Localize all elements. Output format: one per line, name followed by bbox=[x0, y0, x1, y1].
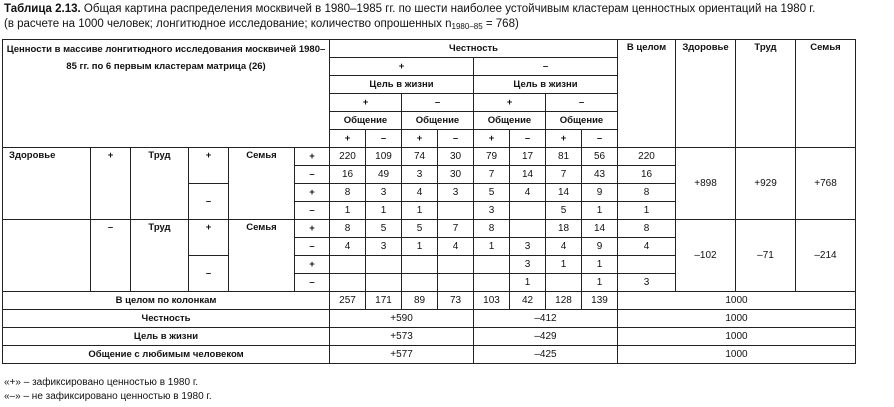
row-health-label: Здоровье bbox=[3, 148, 91, 220]
cell: 1 bbox=[366, 202, 402, 220]
row-family-label: Семья bbox=[229, 148, 295, 220]
cell: 14 bbox=[510, 166, 546, 184]
table-row bbox=[3, 148, 856, 166]
cell: 4 bbox=[402, 184, 438, 202]
cell: 8 bbox=[330, 220, 366, 238]
comm-header-3: Общение bbox=[474, 112, 546, 130]
comm-minus-1: – bbox=[366, 130, 402, 148]
cell: 3 bbox=[366, 238, 402, 256]
goal-minus-2: – bbox=[546, 94, 618, 112]
cell: 1000 bbox=[618, 328, 856, 346]
family-sign: – bbox=[295, 202, 330, 220]
cell: 4 bbox=[510, 184, 546, 202]
honesty-minus: – bbox=[474, 58, 618, 76]
cell: 128 bbox=[546, 292, 582, 310]
cell: 3 bbox=[510, 256, 546, 274]
cell: 14 bbox=[546, 184, 582, 202]
health-plus: + bbox=[91, 148, 131, 220]
cell: 74 bbox=[402, 148, 438, 166]
comm-plus-1: + bbox=[330, 130, 366, 148]
work-plus: + bbox=[189, 148, 229, 184]
cell: 3 bbox=[402, 166, 438, 184]
caption-line-1 bbox=[4, 2, 815, 17]
cell: 18 bbox=[546, 220, 582, 238]
cell: 5 bbox=[474, 184, 510, 202]
cell bbox=[366, 274, 402, 292]
cell: 89 bbox=[402, 292, 438, 310]
work-minus: – bbox=[189, 256, 229, 292]
header-total: В целом bbox=[618, 40, 676, 148]
cell: 14 bbox=[582, 220, 618, 238]
comm-minus-2: – bbox=[438, 130, 474, 148]
cell: 1 bbox=[582, 256, 618, 274]
caption-subscript: 1980–85 bbox=[451, 22, 483, 31]
cell: 42 bbox=[510, 292, 546, 310]
cell: 49 bbox=[366, 166, 402, 184]
comm-summary-label: Общение с любимым человеком bbox=[3, 346, 330, 364]
family-sign: – bbox=[295, 166, 330, 184]
goal-header-1: Цель в жизни bbox=[330, 76, 474, 94]
cell: 30 bbox=[438, 148, 474, 166]
caption-line2-pre: (в расчете на 1000 человек; лонгитюдное исследование; количество опрошенных n bbox=[4, 18, 452, 30]
cell: +577 bbox=[330, 346, 474, 364]
health-total-minus: –102 bbox=[676, 220, 736, 292]
cell: 1 bbox=[618, 202, 676, 220]
cell: 1 bbox=[330, 202, 366, 220]
cell: 1 bbox=[402, 202, 438, 220]
cell bbox=[402, 274, 438, 292]
cell: 3 bbox=[438, 184, 474, 202]
cell: 30 bbox=[438, 166, 474, 184]
cols-grand-total: 1000 bbox=[618, 292, 856, 310]
cell: 8 bbox=[330, 184, 366, 202]
cell: 4 bbox=[438, 238, 474, 256]
cell bbox=[438, 274, 474, 292]
caption-label: Таблица 2.13. bbox=[4, 3, 81, 15]
cell: 1 bbox=[474, 238, 510, 256]
cell: 5 bbox=[402, 220, 438, 238]
cell bbox=[438, 256, 474, 274]
goal-plus-1: + bbox=[330, 94, 402, 112]
comm-minus-3: – bbox=[510, 130, 546, 148]
cell: 8 bbox=[618, 184, 676, 202]
table-row bbox=[3, 220, 856, 238]
work-plus: + bbox=[189, 220, 229, 256]
family-total-minus: –214 bbox=[796, 220, 856, 292]
cell: 7 bbox=[438, 220, 474, 238]
health-total-plus: +898 bbox=[676, 148, 736, 220]
family-sign: + bbox=[295, 184, 330, 202]
cell bbox=[474, 256, 510, 274]
cell: 220 bbox=[330, 148, 366, 166]
cell bbox=[330, 256, 366, 274]
goal-summary-label: Цель в жизни bbox=[3, 328, 330, 346]
cell: 7 bbox=[546, 166, 582, 184]
cell: +573 bbox=[330, 328, 474, 346]
cell bbox=[510, 202, 546, 220]
comm-header-1: Общение bbox=[330, 112, 402, 130]
caption-line2-post: = 768) bbox=[482, 18, 519, 30]
cell: 5 bbox=[366, 220, 402, 238]
cell: 43 bbox=[582, 166, 618, 184]
cell bbox=[330, 274, 366, 292]
comm-plus-2: + bbox=[402, 130, 438, 148]
cell: 257 bbox=[330, 292, 366, 310]
cell: 73 bbox=[438, 292, 474, 310]
row-family-label: Семья bbox=[229, 220, 295, 292]
header-honesty: Честность bbox=[330, 40, 618, 58]
cell: +590 bbox=[330, 310, 474, 328]
honesty-plus: + bbox=[330, 58, 474, 76]
cell: 3 bbox=[366, 184, 402, 202]
table-row bbox=[3, 346, 856, 364]
table-row bbox=[3, 310, 856, 328]
matrix-title-cell: Ценности в массиве лонгитюдного исследования москвичей 1980–85 гг. по 6 первым кластерам матрица (26) bbox=[3, 40, 330, 148]
cols-total-label: В целом по колонкам bbox=[3, 292, 330, 310]
cell: 1 bbox=[582, 202, 618, 220]
cell: 8 bbox=[474, 220, 510, 238]
work-total-plus: +929 bbox=[736, 148, 796, 220]
comm-header-2: Общение bbox=[402, 112, 474, 130]
caption-text: Общая картина распределения москвичей в 1980–1985 гг. по шести наиболее устойчивым кластерам ценностных ориентаций на 1980 г. bbox=[80, 3, 816, 15]
goal-minus-1: – bbox=[402, 94, 474, 112]
cell: 7 bbox=[474, 166, 510, 184]
cell bbox=[366, 256, 402, 274]
cell: 4 bbox=[546, 238, 582, 256]
table-caption bbox=[4, 2, 815, 34]
cell: –425 bbox=[474, 346, 618, 364]
work-total-minus: –71 bbox=[736, 220, 796, 292]
cell: 56 bbox=[582, 148, 618, 166]
cell: 139 bbox=[582, 292, 618, 310]
cell: –429 bbox=[474, 328, 618, 346]
cell: 171 bbox=[366, 292, 402, 310]
health-minus: – bbox=[91, 220, 131, 292]
cell: 1000 bbox=[618, 310, 856, 328]
family-total-plus: +768 bbox=[796, 148, 856, 220]
cell bbox=[618, 256, 676, 274]
cell bbox=[438, 202, 474, 220]
header-work: Труд bbox=[736, 40, 796, 148]
note-plus: «+» – зафиксировано ценностью в 1980 г. bbox=[4, 377, 199, 388]
table-row bbox=[3, 328, 856, 346]
cell: 17 bbox=[510, 148, 546, 166]
family-sign: + bbox=[295, 148, 330, 166]
cell: 81 bbox=[546, 148, 582, 166]
family-sign: – bbox=[295, 238, 330, 256]
cell: 109 bbox=[366, 148, 402, 166]
table-row bbox=[3, 292, 856, 310]
cell: 1 bbox=[510, 274, 546, 292]
cell: 4 bbox=[330, 238, 366, 256]
note-minus: «–» – не зафиксировано ценностью в 1980 г. bbox=[4, 391, 212, 402]
family-sign: + bbox=[295, 220, 330, 238]
comm-plus-3: + bbox=[474, 130, 510, 148]
cell: 16 bbox=[330, 166, 366, 184]
cell bbox=[546, 274, 582, 292]
cell: 3 bbox=[510, 238, 546, 256]
cell: 5 bbox=[546, 202, 582, 220]
goal-plus-2: + bbox=[474, 94, 546, 112]
cell: 16 bbox=[618, 166, 676, 184]
cell bbox=[474, 274, 510, 292]
cell: 1 bbox=[402, 238, 438, 256]
honesty-summary-label: Честность bbox=[3, 310, 330, 328]
cell: –412 bbox=[474, 310, 618, 328]
cell: 103 bbox=[474, 292, 510, 310]
cell: 1 bbox=[582, 274, 618, 292]
cell: 79 bbox=[474, 148, 510, 166]
header-health: Здоровье bbox=[676, 40, 736, 148]
comm-header-4: Общение bbox=[546, 112, 618, 130]
cell bbox=[510, 220, 546, 238]
comm-minus-4: – bbox=[582, 130, 618, 148]
row-work-label: Труд bbox=[131, 148, 189, 220]
cell: 9 bbox=[582, 238, 618, 256]
cell: 8 bbox=[618, 220, 676, 238]
caption-line-2 bbox=[4, 17, 815, 34]
cell: 1000 bbox=[618, 346, 856, 364]
family-sign: – bbox=[295, 274, 330, 292]
table-notes bbox=[4, 376, 212, 404]
cell: 1 bbox=[546, 256, 582, 274]
family-sign: + bbox=[295, 256, 330, 274]
cell: 4 bbox=[618, 238, 676, 256]
cell: 3 bbox=[474, 202, 510, 220]
cell: 220 bbox=[618, 148, 676, 166]
goal-header-2: Цель в жизни bbox=[474, 76, 618, 94]
row-work-label: Труд bbox=[131, 220, 189, 292]
header-family: Семья bbox=[796, 40, 856, 148]
cell bbox=[402, 256, 438, 274]
comm-plus-4: + bbox=[546, 130, 582, 148]
row-health-blank bbox=[3, 220, 91, 292]
cell: 3 bbox=[618, 274, 676, 292]
cell: 9 bbox=[582, 184, 618, 202]
work-minus: – bbox=[189, 184, 229, 220]
data-table bbox=[2, 39, 856, 364]
